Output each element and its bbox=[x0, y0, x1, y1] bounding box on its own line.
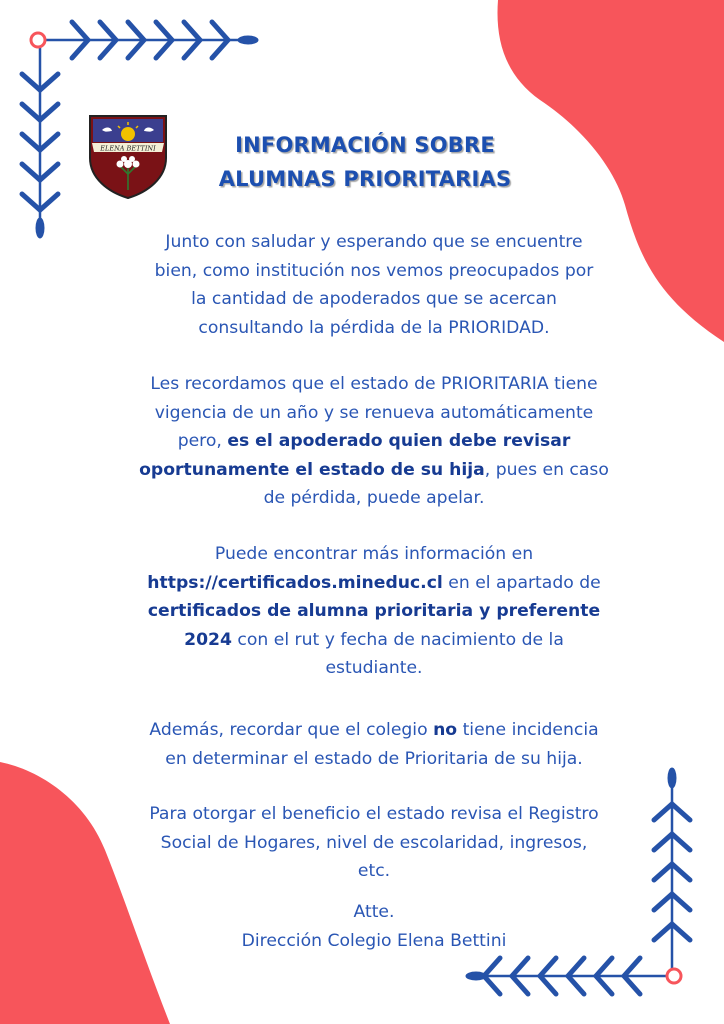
text-line: Para otorgar el beneficio el estado revisa el Registro bbox=[149, 804, 599, 824]
paragraph-more-info bbox=[88, 540, 660, 683]
text-line bbox=[88, 597, 660, 626]
text-segment: con el rut y fecha de nacimiento de la bbox=[231, 629, 564, 650]
text-line: en determinar el estado de Prioritaria de su hija. bbox=[165, 748, 583, 769]
text-segment: en el apartado de bbox=[442, 572, 601, 593]
text-line: bien, como institución nos vemos preocupados por bbox=[154, 260, 594, 281]
emphasis-text: no bbox=[433, 720, 458, 740]
text-line bbox=[88, 626, 660, 655]
school-crest-logo bbox=[84, 112, 172, 200]
text-line: Puede encontrar más información en bbox=[214, 544, 534, 564]
emphasis-text: oportunamente el estado de su hija bbox=[139, 459, 485, 480]
signature-name: Dirección Colegio Elena Bettini bbox=[241, 930, 507, 951]
text-line bbox=[88, 569, 660, 598]
paragraph-benefit-criteria bbox=[88, 800, 660, 886]
corner-node-icon-bottom bbox=[667, 969, 681, 983]
emphasis-text: certificados de alumna prioritaria y preferente bbox=[147, 601, 601, 621]
text-line: de pérdida, puede apelar. bbox=[263, 488, 485, 508]
text-line: Junto con saludar y esperando que se encuentre bbox=[165, 232, 583, 252]
paragraph-reminder bbox=[88, 370, 660, 513]
text-line: estudiante. bbox=[325, 658, 423, 678]
paragraph-school-role bbox=[88, 716, 660, 773]
text-line bbox=[88, 456, 660, 485]
corner-node-icon bbox=[31, 33, 45, 47]
text-segment: pero, bbox=[177, 431, 228, 451]
emphasis-text: es el apoderado quien debe revisar bbox=[227, 431, 571, 451]
text-segment: , pues en caso bbox=[484, 459, 609, 480]
title-line-1: INFORMACIÓN SOBRE bbox=[235, 133, 495, 157]
text-line: consultando la pérdida de la PRIORIDAD. bbox=[198, 317, 550, 338]
paragraph-greeting bbox=[88, 228, 660, 342]
text-segment: tiene incidencia bbox=[457, 720, 599, 740]
page-title bbox=[160, 128, 570, 196]
text-line: la cantidad de apoderados que se acercan bbox=[191, 289, 557, 309]
text-line bbox=[88, 427, 660, 456]
crest-banner-text: ELENA BETTINI bbox=[100, 144, 156, 153]
text-line: Les recordamos que el estado de PRIORITARIA tiene bbox=[150, 374, 598, 394]
signature-greeting: Atte. bbox=[353, 902, 395, 922]
text-line: Social de Hogares, nivel de escolaridad, ingresos, bbox=[160, 832, 588, 853]
emphasis-text: 2024 bbox=[184, 629, 232, 650]
text-line bbox=[88, 716, 660, 745]
signature-block bbox=[88, 898, 660, 955]
text-line: etc. bbox=[357, 861, 391, 881]
title-line-2: ALUMNAS PRIORITARIAS bbox=[218, 167, 512, 191]
text-segment: Además, recordar que el colegio bbox=[149, 720, 434, 740]
mineduc-link[interactable]: https://certificados.mineduc.cl bbox=[147, 572, 443, 593]
text-line: vigencia de un año y se renueva automáticamente bbox=[154, 402, 594, 423]
